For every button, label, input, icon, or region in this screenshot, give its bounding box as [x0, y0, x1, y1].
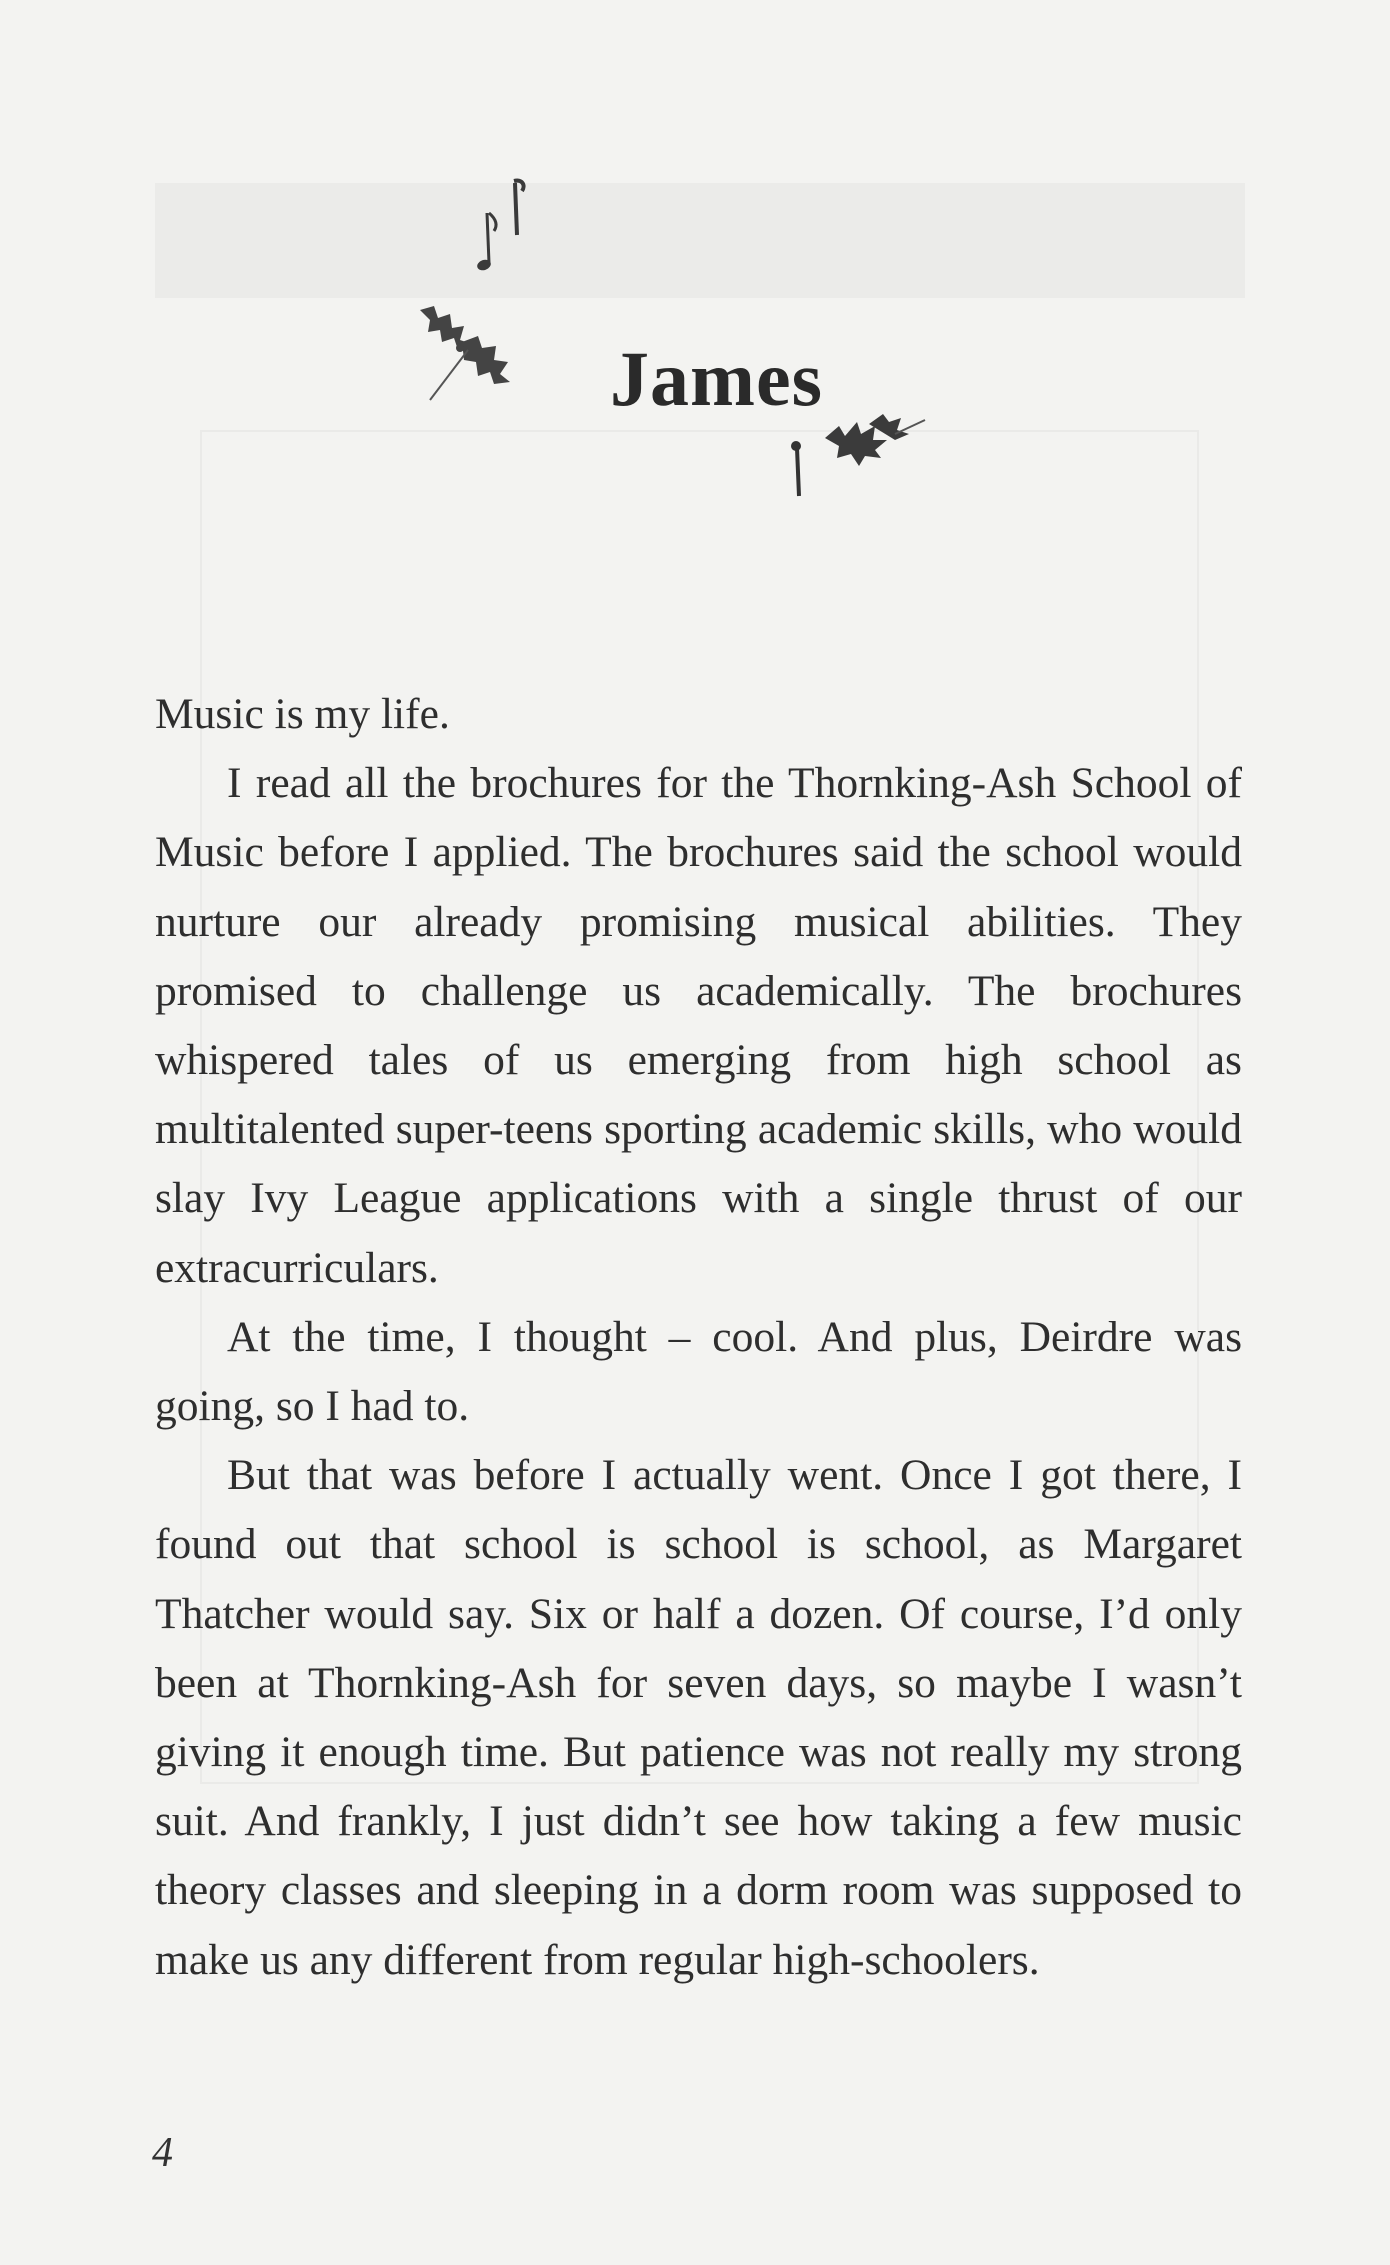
chapter-title: James — [610, 335, 823, 423]
paragraph-4: But that was before I actually went. Once I got there, I found out that school is school is school, as Margaret Thatcher would say. Six or half a dozen. Of course, I’d only been at Thornking-Ash for seven days, so maybe I wasn’t giving it enough time. But patience was not really my strong suit. And frankly, I just didn’t see how taking a few music theory classes and sleeping in a dorm room was supposed to make us any different from regular high-schoolers. — [155, 1451, 1242, 1984]
page-number: 4 — [152, 2130, 173, 2176]
paragraph-3: At the time, I thought – cool. And plus, Deirdre was going, so I had to. — [155, 1312, 1242, 1431]
chapter-header-band — [155, 183, 1245, 298]
music-note-icon — [470, 175, 540, 285]
paragraph-1: Music is my life. — [155, 690, 450, 738]
paragraph-2: I read all the brochures for the Thornking-Ash School of Music before I applied. The brochures said the school would nurture our already promising musical abilities. They promised to challenge us academically. The brochures whispered tales of us emerging from high school as multitalented super-teens sporting academic skills, who would slay Ivy League applications with a single thrust of our extracurriculars. — [155, 759, 1242, 1292]
chapter-body — [155, 680, 1242, 1995]
music-note-holly-icon — [785, 400, 935, 500]
holly-leaf-icon — [400, 290, 530, 410]
